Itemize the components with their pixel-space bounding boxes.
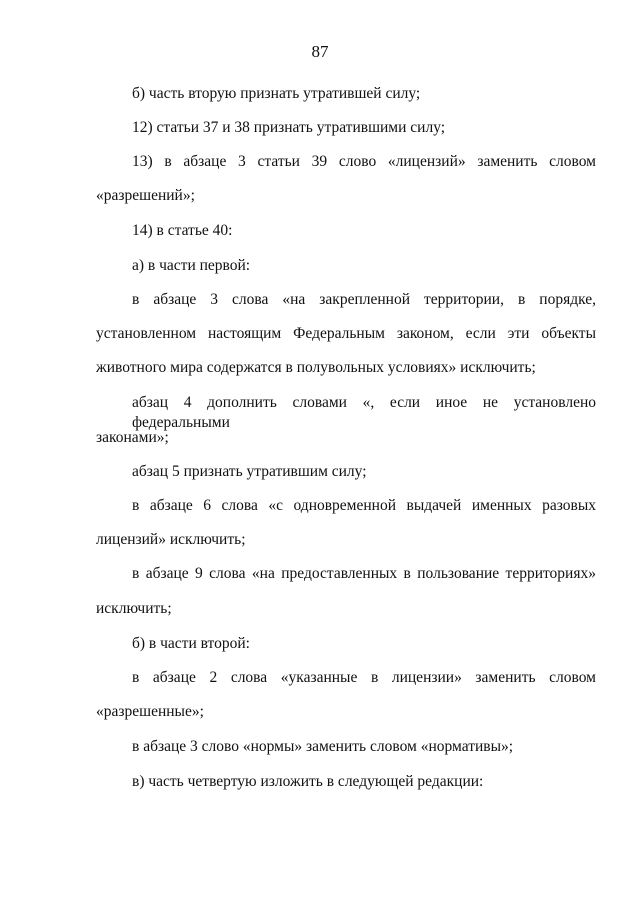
text-line: законами»; [96, 429, 169, 446]
text-line: б) часть вторую признать утратившей силу; [132, 85, 421, 102]
text-line: лицензий» исключить; [96, 531, 246, 548]
text-line: б) в части второй: [132, 635, 250, 652]
text-line: в абзаце 2 слова «указанные в лицензии» заменить словом [132, 669, 596, 686]
text-line: а) в части первой: [132, 257, 251, 274]
text-line: в абзаце 6 слова «с одновременной выдачей именных разовых [132, 497, 596, 514]
text-line: 12) статьи 37 и 38 признать утратившими силу; [132, 119, 446, 136]
text-line: «разрешенные»; [96, 703, 204, 720]
text-line: абзац 5 признать утратившим силу; [132, 463, 367, 480]
text-line: абзац 4 дополнить словами «, если иное не установлено федеральными [132, 394, 596, 431]
text-line: установленном настоящим Федеральным законом, если эти объекты [96, 325, 596, 342]
text-line: в абзаце 9 слова «на предоставленных в пользование территориях» [132, 565, 596, 582]
page-number: 87 [311, 42, 329, 61]
text-line: 13) в абзаце 3 статьи 39 слово «лицензий» заменить словом [132, 153, 596, 170]
text-line: 14) в статье 40: [132, 222, 233, 239]
text-line: в абзаце 3 слово «нормы» заменить словом «нормативы»; [132, 738, 514, 755]
text-line: в абзаце 3 слова «на закрепленной территории, в порядке, [132, 291, 596, 308]
text-line: исключить; [96, 600, 172, 617]
text-line: «разрешений»; [96, 187, 195, 204]
text-line: животного мира содержатся в полувольных условиях» исключить; [96, 359, 536, 376]
text-line: в) часть четвертую изложить в следующей редакции: [132, 773, 484, 790]
